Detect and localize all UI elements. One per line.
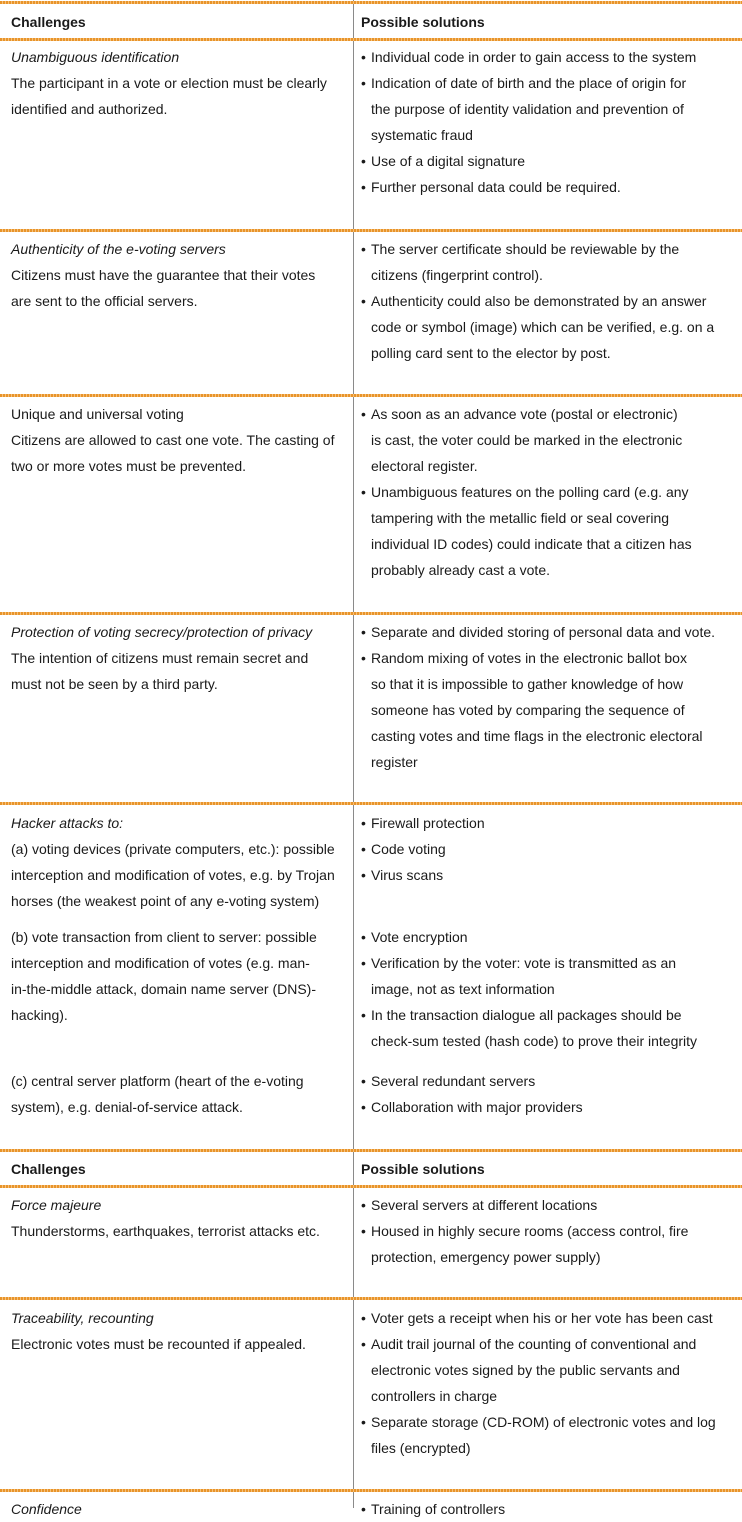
challenge-desc-line: (a) voting devices (private computers, etc.): possible [11, 841, 335, 857]
solution-line: so that it is impossible to gather knowledge of how [371, 676, 684, 692]
challenge-title: Unambiguous identification [11, 49, 180, 65]
challenge-desc-line: identified and authorized. [11, 101, 168, 117]
row-rule [0, 1149, 742, 1152]
solutions-cell [361, 1192, 739, 1270]
solution-bullet [361, 862, 739, 888]
solution-line: is cast, the voter could be marked in the electronic [371, 432, 683, 448]
solution-bullet [361, 148, 739, 174]
solution-line: code or symbol (image) which can be verified, e.g. on a [371, 319, 715, 335]
challenge-title: Confidence [11, 1501, 82, 1517]
solution-bullet [361, 479, 739, 583]
solution-line: • The server certificate should be reviewable by the [371, 241, 680, 257]
solution-line: citizens (fingerprint control). [371, 267, 543, 283]
header-rule [0, 1185, 742, 1188]
challenge-title: Unique and universal voting [11, 406, 184, 422]
solution-line: • As soon as an advance vote (postal or electronic) [371, 406, 678, 422]
solution-bullet [361, 174, 739, 200]
challenge-desc-line: must not be seen by a third party. [11, 676, 218, 692]
challenge-cell [11, 1192, 347, 1244]
solution-line: • Authenticity could also be demonstrated by an answer [371, 293, 707, 309]
solution-line: • Voter gets a receipt when his or her vote has been cast [371, 1310, 713, 1326]
solution-line: • Unambiguous features on the polling card (e.g. any [371, 484, 689, 500]
challenge-desc-line: in-the-middle attack, domain name server (DNS)- [11, 981, 316, 997]
header-rule [0, 38, 742, 41]
solution-line: • Audit trail journal of the counting of conventional and [371, 1336, 697, 1352]
solution-bullet [361, 401, 739, 479]
challenge-cell [11, 810, 347, 914]
solution-line: • Several redundant servers [371, 1073, 536, 1089]
solution-line: • Verification by the voter: vote is transmitted as an [371, 955, 677, 971]
challenge-desc-line: system), e.g. denial-of-service attack. [11, 1099, 243, 1115]
column-header-solutions: Possible solutions [361, 1161, 485, 1177]
solution-line: • In the transaction dialogue all packages should be [371, 1007, 682, 1023]
solution-line: • Code voting [371, 841, 446, 857]
solution-bullet [361, 1002, 739, 1054]
solution-line: • Firewall protection [371, 815, 485, 831]
challenge-desc-line: horses (the weakest point of any e-voting system) [11, 893, 320, 909]
solution-bullet [361, 1094, 739, 1120]
table-top-rule [0, 1, 742, 4]
solution-bullet [361, 836, 739, 862]
solution-bullet [361, 1409, 739, 1461]
challenge-desc-line: interception and modification of votes, e.g. by Trojan [11, 867, 335, 883]
column-header-challenges: Challenges [11, 1161, 86, 1177]
challenge-subpart [11, 1068, 347, 1120]
challenge-title: Force majeure [11, 1197, 102, 1213]
solution-line: the purpose of identity validation and prevention of [371, 101, 684, 117]
solution-bullet [361, 1068, 739, 1094]
solutions-subpart [361, 1068, 739, 1120]
solution-line: image, not as text information [371, 981, 555, 997]
solution-line: • Random mixing of votes in the electronic ballot box [371, 650, 687, 666]
solution-line: controllers in charge [371, 1388, 498, 1404]
solution-bullet [361, 1218, 739, 1270]
solution-bullet [361, 1192, 739, 1218]
solution-line: protection, emergency power supply) [371, 1249, 601, 1265]
solutions-cell [361, 810, 739, 888]
challenge-cell [11, 44, 347, 122]
row-rule [0, 1489, 742, 1492]
row-rule [0, 394, 742, 397]
row-rule [0, 612, 742, 615]
challenge-desc-line: The intention of citizens must remain secret and [11, 650, 309, 666]
challenge-title: Authenticity of the e-voting servers [11, 241, 226, 257]
column-header-challenges: Challenges [11, 14, 86, 30]
solutions-cell [361, 401, 739, 583]
solution-bullet [361, 1496, 739, 1522]
solutions-cell [361, 236, 739, 366]
solutions-cell [361, 44, 739, 200]
row-rule [0, 802, 742, 805]
solution-bullet [361, 950, 739, 1002]
solution-line: • Indication of date of birth and the place of origin for [371, 75, 687, 91]
solution-line: • Several servers at different locations [371, 1197, 598, 1213]
solution-bullet [361, 236, 739, 288]
challenge-desc-line: (b) vote transaction from client to server: possible [11, 929, 317, 945]
solution-bullet [361, 924, 739, 950]
solution-line: tampering with the metallic field or seal covering [371, 510, 670, 526]
solution-bullet [361, 810, 739, 836]
solutions-cell [361, 619, 739, 775]
solution-line: • Use of a digital signature [371, 153, 526, 169]
challenge-cell [11, 619, 347, 697]
solution-line: register [371, 754, 418, 770]
solution-line: • Separate storage (CD-ROM) of electronic votes and log [371, 1414, 716, 1430]
column-header-solutions: Possible solutions [361, 14, 485, 30]
solutions-subpart [361, 924, 739, 1054]
challenge-desc-line: Electronic votes must be recounted if appealed. [11, 1336, 306, 1352]
challenge-desc-line: interception and modification of votes (e.g. man- [11, 955, 310, 971]
solution-line: electronic votes signed by the public servants and [371, 1362, 680, 1378]
challenge-cell [11, 401, 347, 479]
row-rule [0, 1297, 742, 1300]
challenge-desc-line: hacking). [11, 1007, 68, 1023]
challenge-title: Protection of voting secrecy/protection of privacy [11, 624, 313, 640]
solutions-cell [361, 1496, 739, 1522]
challenge-cell [11, 236, 347, 314]
solution-line: • Separate and divided storing of personal data and vote. [371, 624, 716, 640]
solution-bullet [361, 1331, 739, 1409]
solution-line: probably already cast a vote. [371, 562, 550, 578]
column-divider [353, 0, 354, 1508]
solution-line: systematic fraud [371, 127, 473, 143]
solution-line: • Further personal data could be required. [371, 179, 621, 195]
challenge-desc-line: are sent to the official servers. [11, 293, 198, 309]
solution-line: • Training of controllers [371, 1501, 506, 1517]
solution-line: individual ID codes) could indicate that a citizen has [371, 536, 692, 552]
challenge-desc-line: Citizens are allowed to cast one vote. The casting of [11, 432, 335, 448]
solution-bullet [361, 288, 739, 366]
challenge-desc-line: two or more votes must be prevented. [11, 458, 246, 474]
solution-line: electoral register. [371, 458, 478, 474]
solution-bullet [361, 645, 739, 775]
solution-line: someone has voted by comparing the sequence of [371, 702, 685, 718]
solution-line: polling card sent to the elector by post. [371, 345, 611, 361]
solution-line: check-sum tested (hash code) to prove their integrity [371, 1033, 698, 1049]
row-rule [0, 229, 742, 232]
solution-line: • Vote encryption [371, 929, 468, 945]
solution-line: • Collaboration with major providers [371, 1099, 583, 1115]
challenge-title: Traceability, recounting [11, 1310, 154, 1326]
solution-bullet [361, 619, 739, 645]
solution-line: files (encrypted) [371, 1440, 471, 1456]
challenge-subpart [11, 924, 347, 1028]
solution-line: • Individual code in order to gain access to the system [371, 49, 697, 65]
solution-line: casting votes and time flags in the electronic electoral [371, 728, 703, 744]
challenge-desc-line: (c) central server platform (heart of the e-voting [11, 1073, 304, 1089]
challenge-desc-line: Thunderstorms, earthquakes, terrorist attacks etc. [11, 1223, 320, 1239]
solution-line: • Housed in highly secure rooms (access control, fire [371, 1223, 689, 1239]
challenge-desc-line: Citizens must have the guarantee that their votes [11, 267, 316, 283]
solution-bullet [361, 1305, 739, 1331]
challenge-desc-line: The participant in a vote or election must be clearly [11, 75, 327, 91]
solution-bullet [361, 44, 739, 70]
challenge-cell [11, 1305, 347, 1357]
solutions-cell [361, 1305, 739, 1461]
challenge-title: Hacker attacks to: [11, 815, 124, 831]
solution-bullet [361, 70, 739, 148]
challenge-cell [11, 1496, 347, 1522]
solution-line: • Virus scans [371, 867, 444, 883]
